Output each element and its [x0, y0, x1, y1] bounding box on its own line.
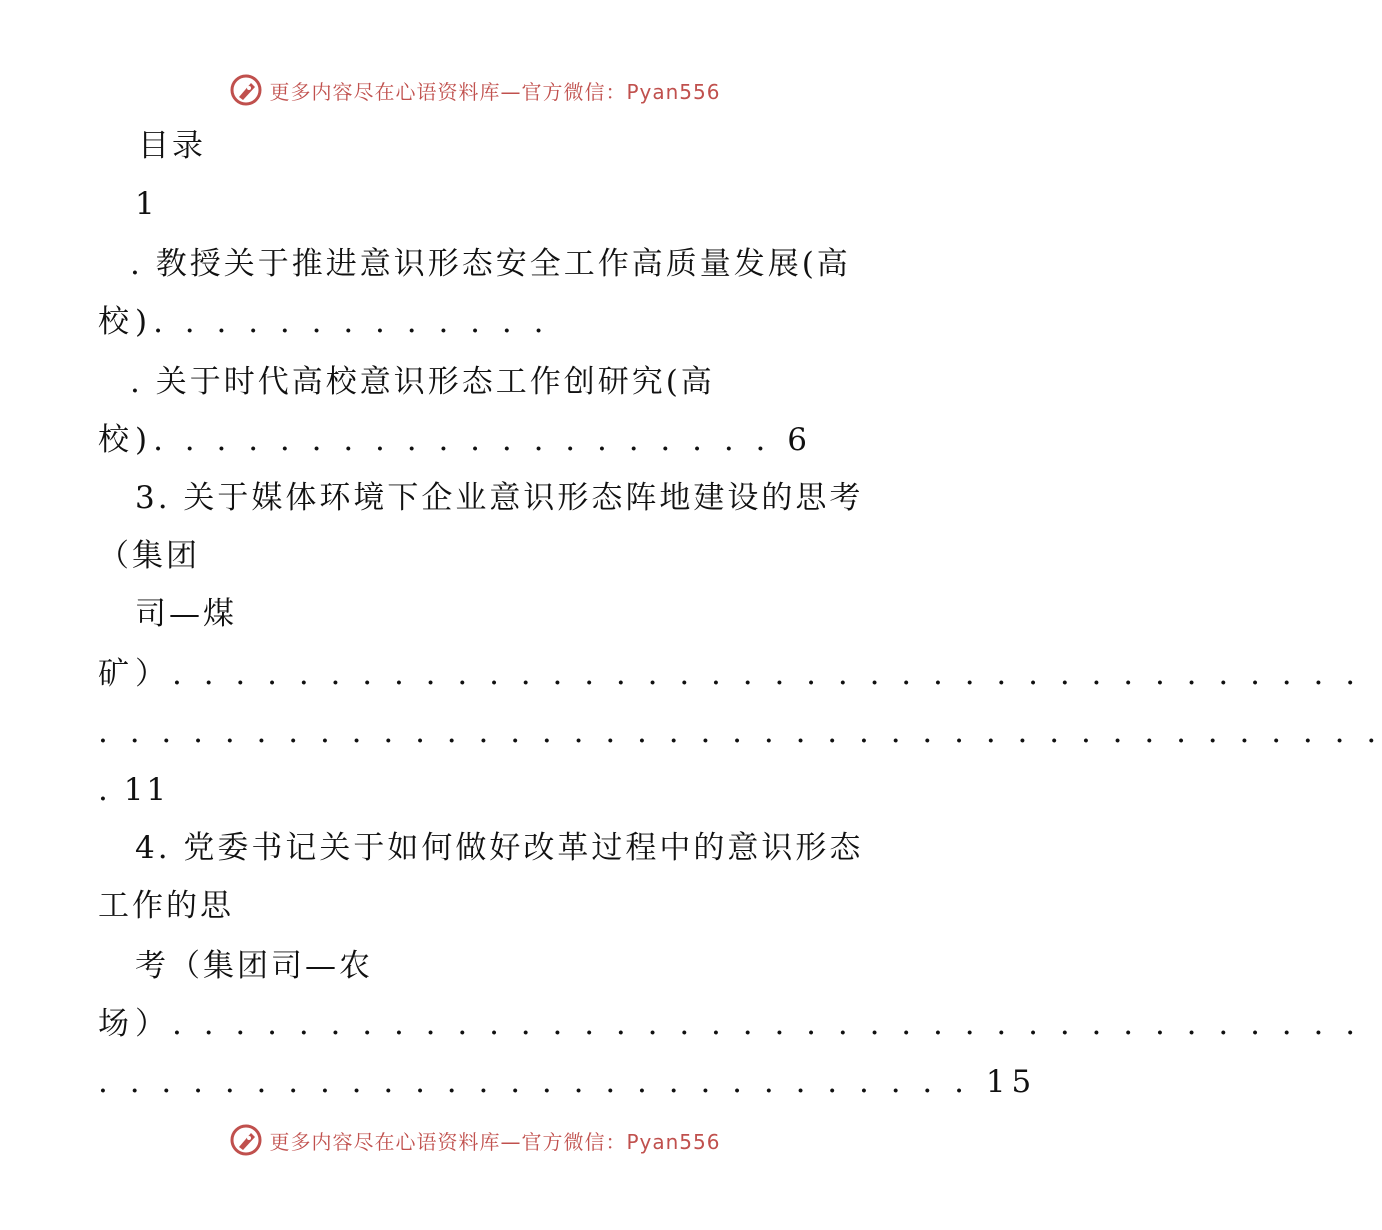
- toc-entry-4-line-3[interactable]: 考（集团司—农: [135, 948, 373, 984]
- pen-nib-circle-icon: [229, 1123, 263, 1157]
- toc-entry-2-line-1[interactable]: . 关于时代高校意识形态工作创研究(高: [130, 364, 715, 400]
- toc-entry-1-line-2[interactable]: 校). . . . . . . . . . . . .: [98, 304, 550, 340]
- toc-entry-4-line-4[interactable]: 场）. . . . . . . . . . . . . . . . . . . . . . . . . . . . . . . . . . . . . .: [98, 1006, 1362, 1042]
- toc-entry-4-line-5[interactable]: . . . . . . . . . . . . . . . . . . . . . . . . . . . . 15: [98, 1064, 1038, 1100]
- toc-entry-4-line-2[interactable]: 工作的思: [98, 888, 234, 924]
- toc-heading: 目录: [138, 128, 206, 164]
- toc-entry-3-line-1[interactable]: 3. 关于媒体环境下企业意识形态阵地建设的思考: [135, 480, 864, 516]
- footer-banner-text: 更多内容尽在心语资料库—官方微信：Pyan556: [269, 1129, 721, 1154]
- toc-entry-2-line-2[interactable]: 校). . . . . . . . . . . . . . . . . . . . 6: [98, 422, 813, 458]
- toc-entry-3-page[interactable]: . 11: [98, 772, 170, 808]
- toc-entry-3-line-5[interactable]: . . . . . . . . . . . . . . . . . . . . . . . . . . . . . . . . . . . . . . . . .: [98, 714, 1382, 750]
- toc-entry-3-line-2[interactable]: （集团: [98, 538, 200, 574]
- toc-entry-3-line-4[interactable]: 矿）. . . . . . . . . . . . . . . . . . . . . . . . . . . . . . . . . . . . . .: [98, 656, 1362, 692]
- toc-entry-3-line-3[interactable]: 司—煤: [135, 596, 237, 632]
- header-banner-text: 更多内容尽在心语资料库—官方微信：Pyan556: [269, 79, 721, 104]
- footer-banner: [0, 1120, 950, 1160]
- toc-number: 1: [135, 186, 158, 222]
- toc-entry-4-line-1[interactable]: 4. 党委书记关于如何做好改革过程中的意识形态: [135, 830, 864, 866]
- toc-entry-1-line-1[interactable]: . 教授关于推进意识形态安全工作高质量发展(高: [130, 246, 851, 282]
